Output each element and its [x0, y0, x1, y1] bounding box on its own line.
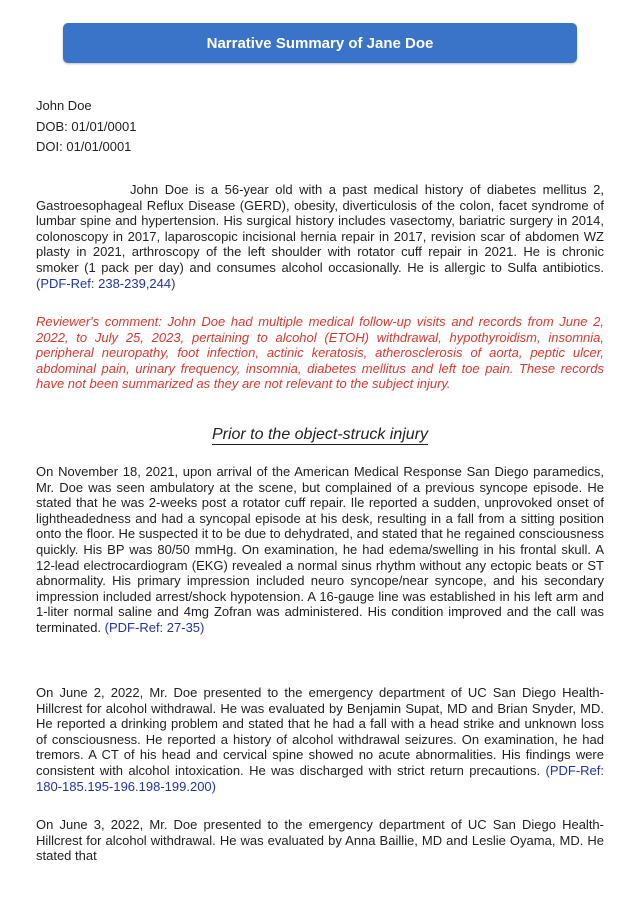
document-title: Narrative Summary of Jane Doe — [206, 34, 434, 52]
patient-info — [36, 96, 136, 158]
entry-text: On November 18, 2021, upon arrival of the American Medical Response San Diego paramedics, Mr. Doe was seen ambulatory at the scene, but complained of a previous syncope episode. He stated that he was 2-weeks post a rotator cuff repair. Ile reported a sudden, unprovoked onset of lightheadedness and had a syncopal episode at his desk, resulting in a fall from a sitting position onto the floor. He suspected it to be due to dehydrated, and stated that he regained consciousness quickly. His BP was 80/50 mmHg. On examination, he had edema/swelling in his frontal skull. A 12-lead electrocardiogram (EKG) revealed a normal sinus rhythm without any ectopic beats or ST abnormality. His primary impression included neuro syncope/near syncope, and his secondary impression included arrest/shock hypotension. A 16-gauge line was established in his left arm and 1-liter normal saline and 4mg Zofran was administered. His condition improved and the call was terminated. — [36, 464, 604, 635]
entry-pdf-ref: (PDF-Ref: 180-185.195-196.198-199.200) — [36, 762, 604, 794]
section-title: Prior to the object-struck injury — [211, 426, 429, 443]
entry-pdf-ref: (PDF-Ref: 27-35) — [104, 619, 205, 635]
patient-dob: DOB: 01/01/0001 — [36, 118, 137, 134]
summary-text: John Doe is a 56-year old with a past medical history of diabetes mellitus 2, Gastroesophageal Reflux Disease (GERD), obesity, diverticulosis of the colon, facet syndrome of lumbar spine and hypertension. His surgical history includes vasectomy, bariatric surgery in 2014, colonoscopy in 2017, laparoscopic incisional hernia repair in 2017, revision scar of abdomen WZ plasty in 2021, arthroscopy of the left shoulder with rotator cuff repair in 2021. He is chronic smoker (1 pack per day) and consumes alcohol occasionally. He is allergic to Sulfa antibiotics. — [36, 182, 604, 275]
entry-paragraph — [36, 817, 604, 864]
entry-paragraph — [36, 464, 604, 636]
summary-paragraph — [36, 182, 604, 291]
reviewer-comment: Reviewer's comment: John Doe had multiple medical follow-up visits and records from June 2, 2022, to July 25, 2023, pertaining to alcohol (ETOH) withdrawal, hypothyroidism, insomnia, peripheral neuropathy, foot infection, actinic keratosis, atherosclerosis of aorta, peptic ulcer, abdominal pain, urinary frequency, insomnia, diabetes mellitus and left toe pain. These records have not been summarized as they are not relevant to the subject injury. — [36, 314, 604, 392]
patient-name: John Doe — [36, 98, 92, 113]
patient-doi: DOI: 01/01/0001 — [36, 139, 132, 154]
entry-paragraph — [36, 685, 604, 794]
entry-text: On June 2, 2022, Mr. Doe presented to the emergency department of UC San Diego Health-Hillcrest for alcohol withdrawal. He was evaluated by Benjamin Supat, MD and Brian Snyder, MD. He reported a drinking problem and stated that he had a fall with a head strike and unknown loss of consciousness. He reported a history of alcohol withdrawal seizures. On examination, he had tremors. A CT of his head and cervical spine showed no acute abnormalities. His findings were consistent with alcohol intoxication. He was discharged with strict return precautions. — [36, 685, 604, 778]
section-heading — [0, 426, 640, 444]
entry-text: On June 3, 2022, Mr. Doe presented to the emergency department of UC San Diego Health-Hillcrest for alcohol withdrawal. He was evaluated by Anna Baillie, MD and Leslie Oyama, MD. He stated that — [36, 817, 604, 864]
summary-pdf-ref: (PDF-Ref: 238-239,244) — [36, 275, 176, 291]
document-header — [63, 23, 577, 63]
